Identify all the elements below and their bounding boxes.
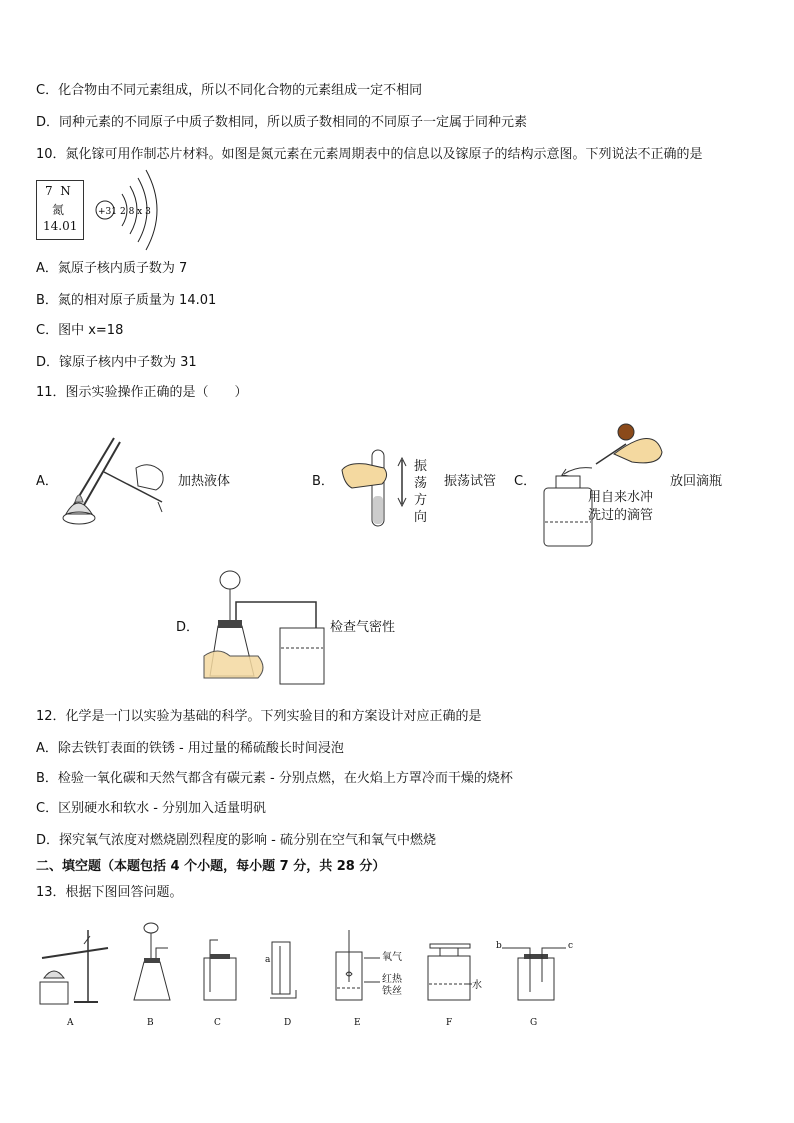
q10-option-a: A．氮原子核内质子数为 7 (36, 261, 188, 276)
apparatus-label-c: C (214, 1018, 221, 1028)
heating-liquid-illustration (58, 432, 170, 528)
apparatus-label-d: D (284, 1018, 292, 1028)
apparatus-g-port-c: c (568, 941, 574, 951)
dropper-note-line-1: 用自来水冲 (588, 490, 654, 505)
lab-apparatus-row (34, 922, 594, 1030)
apparatus-e-gas-label: 氧气 (382, 952, 402, 963)
apparatus-d-port-label: a (265, 955, 271, 965)
gallium-atom-diagram (92, 166, 172, 252)
q10-option-b: B．氮的相对原子质量为 14.01 (36, 293, 217, 308)
q11-stem: 11．图示实验操作正确的是（ ） (36, 385, 248, 400)
q11-option-d-label: 检查气密性 (330, 620, 396, 635)
q12-option-b: B．检验一氧化碳和天然气都含有碳元素 - 分别点燃，在火焰上方罩冷而干燥的烧杯 (36, 771, 513, 786)
apparatus-label-e: E (354, 1018, 361, 1028)
dropper-bottle-illustration (536, 414, 666, 550)
q10-stem: 10．氮化镓可用作制芯片材料。如图是氮元素在元素周期表中的信息以及镓原子的结构示意图。下列说法不正确的是 (36, 147, 703, 162)
nitrogen-element-tile (36, 180, 84, 240)
apparatus-g-port-b: b (496, 941, 502, 951)
q9-option-d: D．同种元素的不同原子中质子数相同，所以质子数相同的不同原子一定属于同种元素 (36, 115, 528, 130)
atom-shell-electrons: 2 8 x 3 (120, 207, 151, 217)
apparatus-d (270, 942, 296, 998)
airtightness-check-illustration (200, 568, 326, 692)
q11-option-a-label: 加热液体 (178, 474, 231, 489)
q10-option-d: D．镓原子核内中子数为 31 (36, 355, 197, 370)
apparatus-e (336, 930, 380, 1000)
tile-symbol: N (60, 184, 71, 198)
apparatus-e-wire-label: 红热 铁丝 (382, 974, 402, 997)
q10-option-c: C．图中 x=18 (36, 323, 124, 338)
apparatus-g (502, 948, 566, 1000)
q11-option-b-label: 振荡试管 (444, 474, 497, 489)
q11-option-b-letter: B． (312, 474, 334, 489)
dropper-note-line-2: 洗过的滴管 (588, 508, 654, 523)
q12-option-d: D．探究氧气浓度对燃烧剧烈程度的影响 - 硫分别在空气和氧气中燃烧 (36, 833, 436, 848)
shaking-test-tube-illustration (340, 446, 412, 532)
q12-option-c: C．区别硬水和软水 - 分别加入适量明矾 (36, 801, 267, 816)
apparatus-b (134, 923, 170, 1000)
tile-atomic-mass: 14.01 (43, 219, 78, 233)
section-title: 二、填空题（本题包括 4 个小题，每小题 7 分，共 28 分） (36, 859, 386, 874)
apparatus-label-b: B (147, 1018, 154, 1028)
shake-direction-label: 振 荡 方 向 (414, 459, 428, 525)
q12-option-a: A．除去铁钉表面的铁锈 - 用过量的稀硫酸长时间浸泡 (36, 741, 344, 756)
q11-option-c-label: 放回滴瓶 (670, 474, 723, 489)
q12-stem: 12．化学是一门以实验为基础的科学。下列实验目的和方案设计对应正确的是 (36, 709, 482, 724)
apparatus-f-water-label: 水 (472, 980, 482, 991)
q11-option-d-letter: D． (176, 620, 200, 635)
apparatus-label-a: A (67, 1018, 74, 1028)
atom-nucleus-charge: +31 (98, 207, 117, 217)
q9-option-c: C．化合物由不同元素组成，所以不同化合物的元素组成一定不相同 (36, 83, 423, 98)
apparatus-a (40, 930, 108, 1004)
tile-atomic-number: 7 (45, 184, 53, 198)
q11-option-a-letter: A． (36, 474, 58, 489)
q13-stem: 13．根据下图回答问题。 (36, 885, 183, 900)
apparatus-f (428, 944, 472, 1000)
apparatus-label-g: G (530, 1018, 538, 1028)
tile-element-name: 氮 (52, 203, 65, 217)
apparatus-label-f: F (446, 1018, 453, 1028)
q11-option-c-letter: C． (514, 474, 537, 489)
apparatus-c (204, 940, 236, 1000)
